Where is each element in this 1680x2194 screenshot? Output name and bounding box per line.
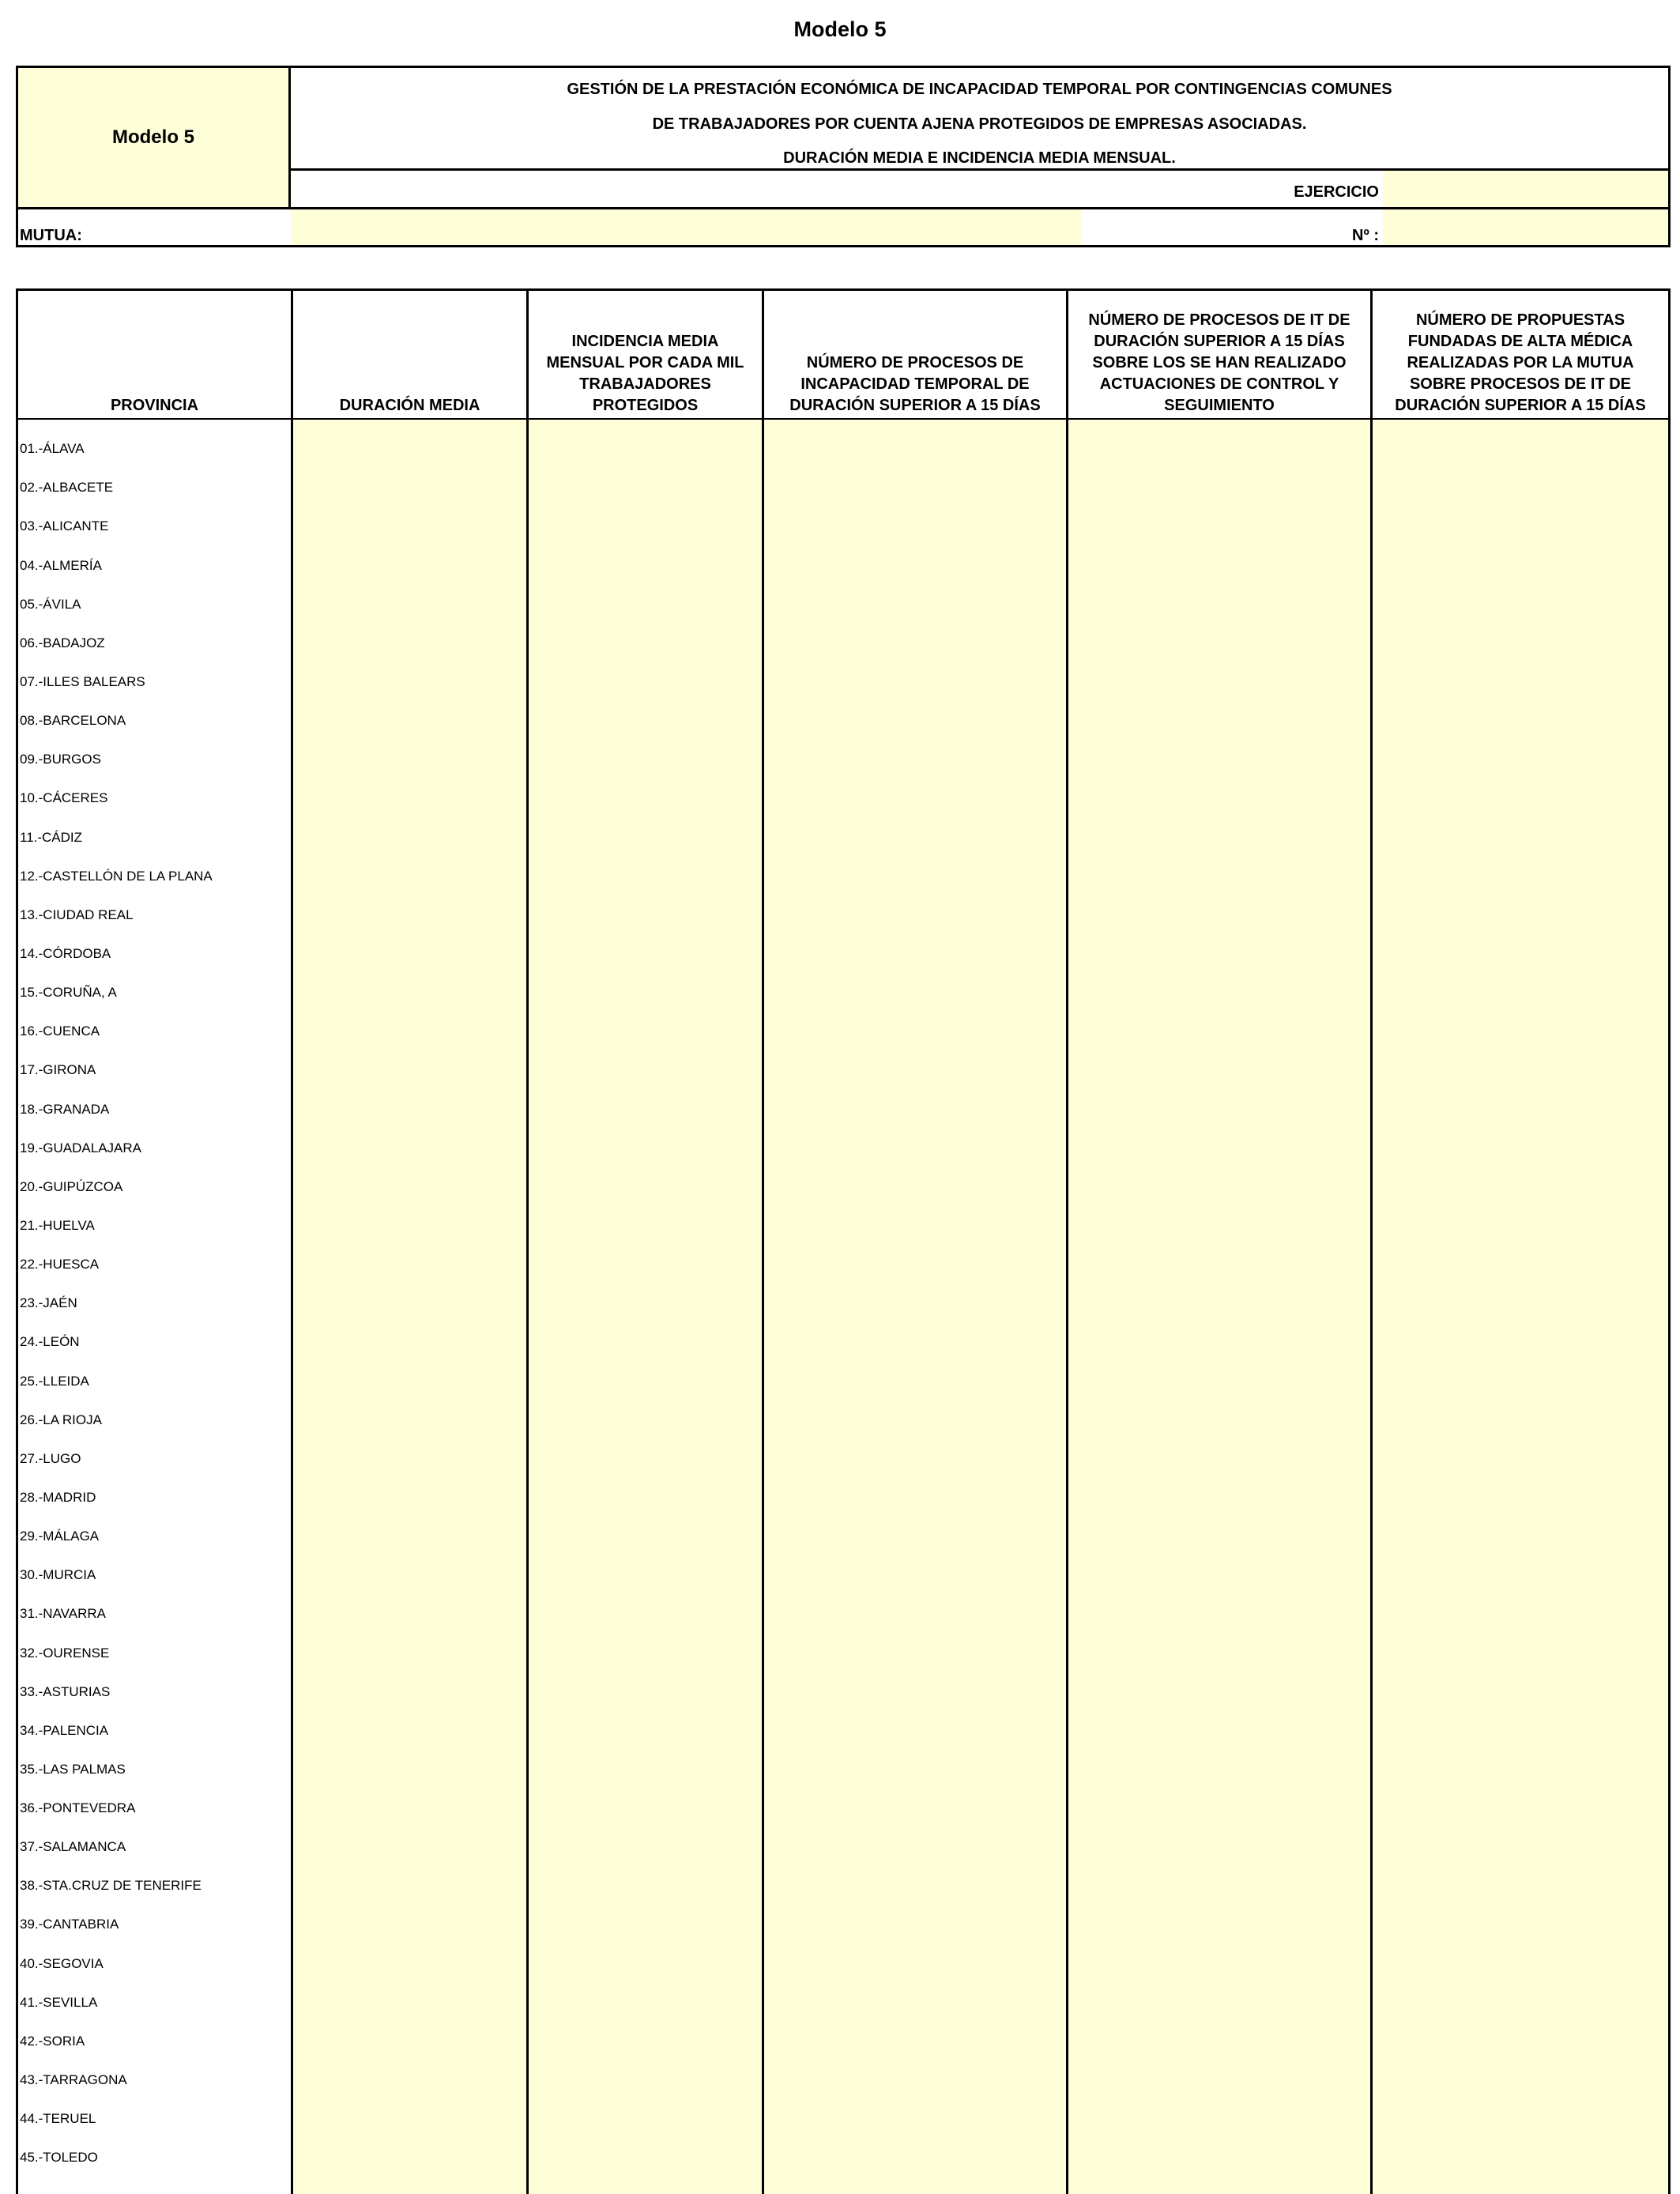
- province-label: 44.-TERUEL: [20, 2111, 96, 2127]
- province-label: 22.-HUESCA: [20, 1257, 100, 1272]
- table-row: [18, 730, 291, 769]
- column-procesos-control[interactable]: [1066, 291, 1370, 2194]
- province-label: 07.-ILLES BALEARS: [20, 673, 145, 689]
- province-label: 06.-BADAJOZ: [20, 635, 105, 650]
- form-title-line-3: DURACIÓN MEDIA E INCIDENCIA MEDIA MENSUAL.: [783, 149, 1176, 167]
- table-row: [18, 1740, 291, 1779]
- province-label: 14.-CÓRDOBA: [20, 945, 111, 961]
- province-label: 42.-SORIA: [20, 2033, 85, 2049]
- column-propuestas-alta[interactable]: [1370, 291, 1668, 2194]
- table-row: [18, 1313, 291, 1351]
- table-row: [18, 497, 291, 536]
- province-label: 38.-STA.CRUZ DE TENERIFE: [20, 1878, 202, 1894]
- table-row: [18, 1702, 291, 1740]
- table-row: [18, 536, 291, 575]
- province-label: 29.-MÁLAGA: [20, 1529, 100, 1544]
- province-label: 39.-CANTABRIA: [20, 1917, 119, 1932]
- table-row: [18, 1468, 291, 1507]
- table-row: [18, 1623, 291, 1662]
- table-row: [18, 653, 291, 692]
- province-label: 41.-SEVILLA: [20, 1994, 98, 2010]
- table-row: [18, 925, 291, 963]
- table-row: [18, 1430, 291, 1468]
- table-row: [18, 1274, 291, 1313]
- table-row: [18, 1197, 291, 1235]
- province-label: 01.-ÁLAVA: [20, 441, 85, 457]
- table-row: [18, 808, 291, 846]
- province-label: 08.-BARCELONA: [20, 713, 126, 729]
- province-label: 11.-CÁDIZ: [20, 829, 83, 845]
- table-row: [18, 1818, 291, 1857]
- province-label: 27.-LUGO: [20, 1450, 81, 1466]
- mutua-field[interactable]: [291, 209, 1081, 245]
- province-label: 02.-ALBACETE: [20, 480, 114, 496]
- mutua-label: MUTUA:: [20, 227, 82, 244]
- column-header-provincia: PROVINCIA: [18, 291, 291, 420]
- table-row: [18, 1002, 291, 1041]
- table-row: [18, 420, 291, 458]
- province-label: 09.-BURGOS: [20, 752, 101, 767]
- table-row: [18, 692, 291, 730]
- province-label: 25.-LLEIDA: [20, 1373, 89, 1389]
- province-label: 37.-SALAMANCA: [20, 1839, 126, 1855]
- province-label: 33.-ASTURIAS: [20, 1683, 111, 1699]
- table-row: [18, 1080, 291, 1118]
- table-row: [18, 2128, 291, 2167]
- table-row: [18, 2012, 291, 2051]
- table-row: [18, 575, 291, 614]
- province-label: 28.-MADRID: [20, 1489, 96, 1505]
- province-label: 03.-ALICANTE: [20, 518, 109, 534]
- column-header-duracion-media: DURACIÓN MEDIA: [293, 291, 526, 420]
- table-row: [18, 1779, 291, 1818]
- province-label: 04.-ALMERÍA: [20, 557, 102, 573]
- column-incidencia-media[interactable]: [526, 291, 762, 2194]
- province-label: 30.-MURCIA: [20, 1567, 96, 1583]
- province-label: 17.-GIRONA: [20, 1062, 96, 1078]
- column-numero-procesos[interactable]: [762, 291, 1066, 2194]
- table-row: [18, 2090, 291, 2128]
- province-label: 12.-CASTELLÓN DE LA PLANA: [20, 868, 213, 884]
- province-label: 23.-JAÉN: [20, 1295, 77, 1311]
- column-header-numero-procesos: NÚMERO DE PROCESOS DE INCAPACIDAD TEMPORAL DE DURACIÓN SUPERIOR A 15 DÍAS: [764, 291, 1066, 420]
- province-label: 40.-SEGOVIA: [20, 1955, 104, 1971]
- province-label: 20.-GUIPÚZCOA: [20, 1178, 123, 1194]
- table-row: [18, 1546, 291, 1585]
- province-label: 24.-LEÓN: [20, 1334, 80, 1350]
- form-title: [291, 68, 1668, 171]
- table-row: [18, 1663, 291, 1702]
- table-row: [18, 2051, 291, 2090]
- table-row: [18, 1158, 291, 1197]
- data-table: [16, 288, 1671, 2194]
- table-row: [18, 886, 291, 925]
- province-label: 13.-CIUDAD REAL: [20, 907, 134, 922]
- table-row: [18, 847, 291, 886]
- table-row: [18, 1857, 291, 1895]
- form-title-line-1: GESTIÓN DE LA PRESTACIÓN ECONÓMICA DE INCAPACIDAD TEMPORAL POR CONTINGENCIAS COMUNES: [567, 81, 1392, 98]
- province-label: 21.-HUELVA: [20, 1217, 95, 1233]
- table-row: [18, 1391, 291, 1430]
- numero-label: Nº :: [1352, 227, 1379, 244]
- province-list: [18, 420, 291, 2167]
- province-label: 31.-NAVARRA: [20, 1606, 106, 1622]
- province-label: 45.-TOLEDO: [20, 2150, 98, 2166]
- column-header-propuestas-alta: NÚMERO DE PROPUESTAS FUNDADAS DE ALTA MÉDICA REALIZADAS POR LA MUTUA SOBRE PROCESOS DE IT DE DURACIÓN SUPERIOR A 15 DÍAS: [1373, 291, 1668, 420]
- province-label: 10.-CÁCERES: [20, 790, 108, 806]
- table-row: [18, 1507, 291, 1546]
- table-row: [18, 458, 291, 497]
- province-label: 34.-PALENCIA: [20, 1722, 109, 1738]
- province-label: 43.-TARRAGONA: [20, 2072, 127, 2088]
- table-row: [18, 1895, 291, 1934]
- table-row: [18, 1235, 291, 1274]
- page-title: Modelo 5: [793, 17, 887, 41]
- form-title-line-2: DE TRABAJADORES POR CUENTA AJENA PROTEGIDOS DE EMPRESAS ASOCIADAS.: [652, 115, 1307, 133]
- column-header-procesos-control: NÚMERO DE PROCESOS DE IT DE DURACIÓN SUPERIOR A 15 DÍAS SOBRE LOS SE HAN REALIZADO ACTUACIONES DE CONTROL Y SEGUIMIENTO: [1068, 291, 1370, 420]
- table-row: [18, 1351, 291, 1390]
- table-row: [18, 1119, 291, 1158]
- province-label: 36.-PONTEVEDRA: [20, 1800, 136, 1816]
- province-label: 35.-LAS PALMAS: [20, 1761, 126, 1777]
- model-label: Modelo 5: [18, 68, 291, 207]
- numero-field[interactable]: [1383, 209, 1668, 245]
- column-header-incidencia-media: INCIDENCIA MEDIA MENSUAL POR CADA MIL TRABAJADORES PROTEGIDOS: [529, 291, 762, 420]
- province-label: 16.-CUENCA: [20, 1023, 100, 1039]
- column-duracion-media[interactable]: [291, 291, 526, 2194]
- table-row: [18, 963, 291, 1002]
- table-row: [18, 1973, 291, 2012]
- province-label: 05.-ÁVILA: [20, 596, 81, 612]
- province-label: 19.-GUADALAJARA: [20, 1140, 141, 1155]
- form-header: [16, 66, 1671, 247]
- table-row: [18, 614, 291, 653]
- ejercicio-field[interactable]: [1383, 171, 1668, 207]
- column-provincia: [18, 291, 291, 2194]
- ejercicio-label: EJERCICIO: [1294, 183, 1379, 201]
- province-label: 26.-LA RIOJA: [20, 1412, 102, 1427]
- province-label: 15.-CORUÑA, A: [20, 985, 117, 1001]
- province-label: 32.-OURENSE: [20, 1645, 110, 1661]
- table-row: [18, 1041, 291, 1080]
- table-row: [18, 1585, 291, 1623]
- province-label: 18.-GRANADA: [20, 1101, 110, 1117]
- table-row: [18, 1934, 291, 1973]
- table-row: [18, 769, 291, 808]
